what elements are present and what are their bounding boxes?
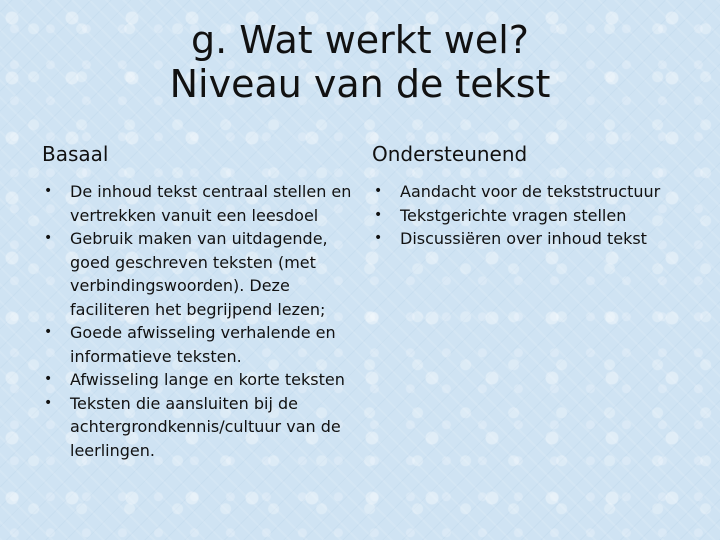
slide-title-line-2: Niveau van de tekst [169, 62, 551, 106]
bullet-icon: • [44, 183, 53, 199]
list-item [372, 204, 702, 228]
column-heading-basaal: Basaal [42, 142, 109, 166]
list-item [42, 392, 352, 463]
bullet-icon: • [374, 183, 383, 199]
list-item [372, 227, 702, 251]
list-item-text: Afwisseling lange en korte teksten [70, 370, 345, 389]
list-item-text: Gebruik maken van uitdagende, goed geschreven teksten (met verbindingswoorden). Deze faciliteren het begrijpend lezen; [70, 229, 328, 319]
list-item-text: Tekstgerichte vragen stellen [400, 205, 627, 225]
list-item [42, 321, 352, 368]
list-item [42, 227, 352, 321]
list-item [42, 368, 352, 392]
bullet-icon: • [44, 371, 53, 387]
slide-title [0, 18, 720, 106]
bullet-icon: • [44, 230, 53, 246]
list-item-text: Teksten die aansluiten bij de achtergrondkennis/cultuur van de leerlingen. [70, 393, 341, 460]
column-heading-ondersteunend: Ondersteunend [372, 142, 528, 166]
bullet-icon: • [44, 324, 53, 340]
list-item [42, 180, 352, 227]
column-ondersteunend [372, 140, 702, 251]
list-item-text: Goede afwisseling verhalende en informatieve teksten. [70, 323, 336, 366]
bullet-icon: • [44, 394, 53, 411]
list-item-text: Discussiëren over inhoud tekst [400, 229, 647, 248]
bullet-list-basaal [42, 180, 352, 462]
bullet-icon: • [374, 230, 383, 246]
list-item [372, 180, 702, 204]
bullet-list-ondersteunend [372, 180, 702, 251]
slide-title-line-1: g. Wat werkt wel? [191, 18, 529, 62]
list-item-text: Aandacht voor de tekststructuur [400, 182, 661, 201]
bullet-icon: • [374, 206, 383, 223]
list-item-text: De inhoud tekst centraal stellen en vertrekken vanuit een leesdoel [70, 182, 352, 225]
column-basaal [42, 140, 352, 462]
